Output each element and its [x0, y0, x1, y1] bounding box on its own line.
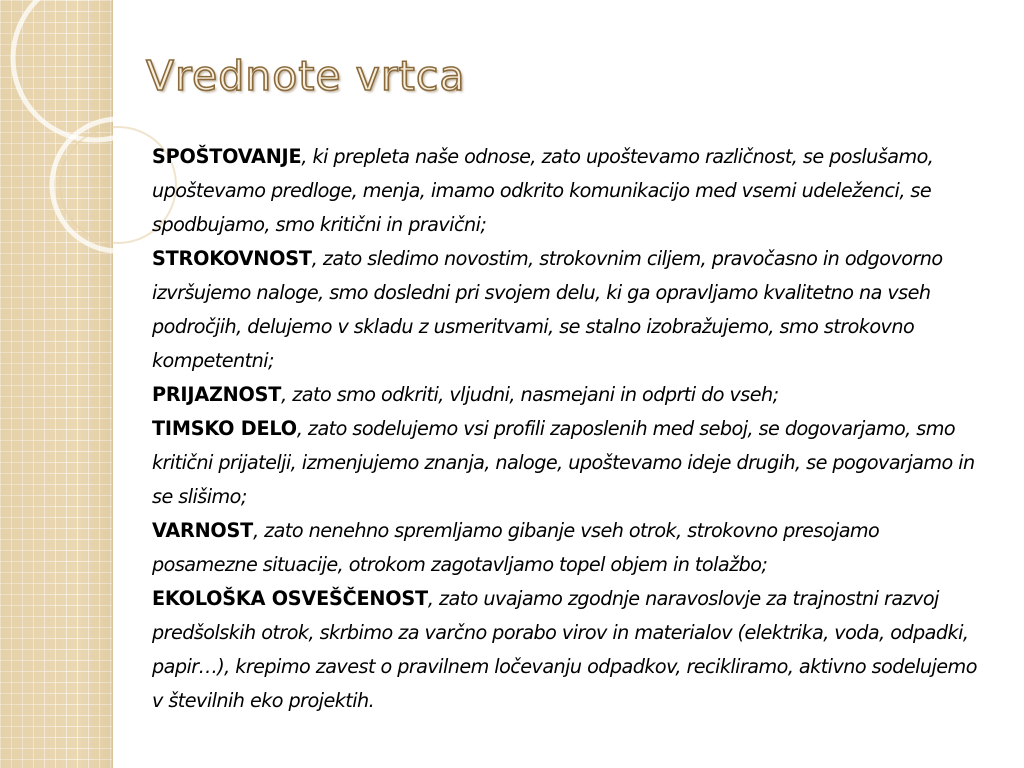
value-description: , zato sledimo novostim, strokovnim ciljem, pravočasno in odgovorno izvršujemo naloge, smo dosledni pri svojem delu, ki ga opravljamo kvalitetno na vseh področjih, delujemo v skladu z usmeritvami, se stalno izobražujemo, smo strokovno kompetentni; [152, 247, 943, 372]
value-paragraph [152, 242, 990, 378]
slide-title: Vrednote vrtca [146, 52, 466, 100]
value-keyword: VARNOST [152, 519, 254, 542]
value-description: , zato nenehno spremljamo gibanje vseh otrok, strokovno presojamo posamezne situacije, otrokom zagotavljamo topel objem in tolažbo; [152, 519, 880, 576]
value-keyword: STROKOVNOST [152, 247, 312, 270]
value-description: , zato sodelujemo vsi profili zaposlenih med seboj, se dogovarjamo, smo kritični prijatelji, izmenjujemo znanja, naloge, upoštevamo ideje drugih, se pogovarjamo in se slišimo; [152, 417, 975, 508]
value-keyword: EKOLOŠKA OSVEŠČENOST [152, 587, 428, 610]
value-paragraph [152, 378, 990, 412]
value-description: , zato uvajamo zgodnje naravoslovje za trajnostni razvoj predšolskih otrok, skrbimo za varčno porabo virov in materialov (elektrika, voda, odpadki, papir…), krepimo zavest o pravilnem ločevanju odpadkov, recikliramo, aktivno sodelujemo v številnih eko projektih. [152, 587, 977, 712]
value-paragraph [152, 582, 990, 718]
value-paragraph [152, 412, 990, 514]
value-paragraph [152, 140, 990, 242]
value-paragraph [152, 514, 990, 582]
value-description: , zato smo odkriti, vljudni, nasmejani in odprti do vseh; [281, 383, 779, 406]
value-keyword: TIMSKO DELO [152, 417, 297, 440]
value-keyword: PRIJAZNOST [152, 383, 282, 406]
value-description: , ki prepleta naše odnose, zato upoštevamo različnost, se poslušamo, upoštevamo predloge, menja, imamo odkrito komunikacijo med vsemi udeleženci, se spodbujamo, smo kritični in pravični; [152, 145, 934, 236]
values-list [152, 140, 990, 718]
value-keyword: SPOŠTOVANJE [152, 145, 302, 168]
